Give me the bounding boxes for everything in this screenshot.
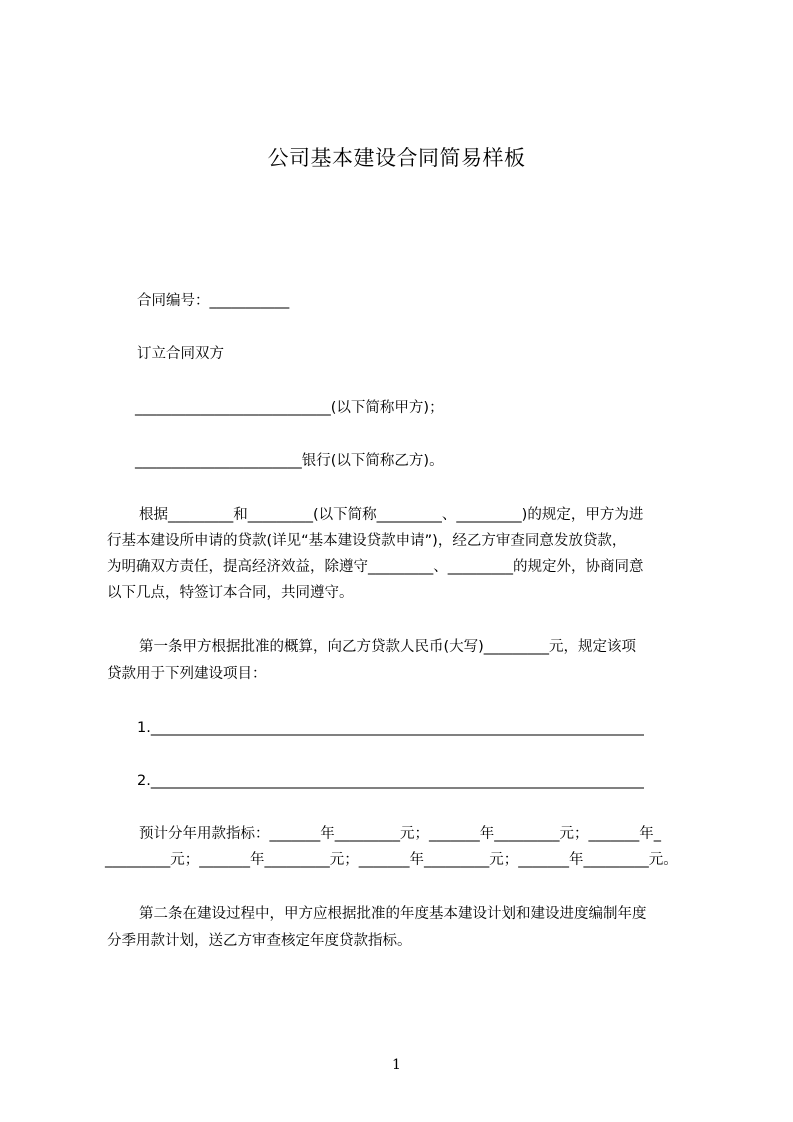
project-item-1: 1.____________________________________________________________________: [137, 720, 644, 736]
paragraph-1-line-2: 行基本建设所申请的贷款(详见“基本建设贷款申请”)，经乙方审查同意发放贷款，: [107, 533, 627, 549]
article-1-line-2: 贷款用于下列建设项目：: [107, 666, 267, 682]
parties-heading: 订立合同双方: [137, 346, 224, 362]
page-number: 1: [392, 1057, 401, 1073]
paragraph-1-line-3: 为明确双方责任，提高经济效益，除遵守_________、_________的规定外，协商同意: [107, 559, 644, 575]
party-b-line: _______________________银行(以下简称乙方)。: [135, 453, 444, 469]
project-item-2: 2.____________________________________________________________________: [137, 773, 644, 789]
paragraph-1-line-1: 根据_________和_________(以下简称_________、_________)的规定，甲方为进: [139, 507, 644, 523]
yearly-plan-line-2: _________元；_______年_________元；_______年_________元；_______年_________元。: [105, 852, 678, 868]
article-2-line-1: 第二条在建设过程中，甲方应根据批准的年度基本建设计划和建设进度编制年度: [139, 906, 647, 922]
document-title: 公司基本建设合同简易样板: [267, 146, 526, 170]
article-2-line-2: 分季用款计划，送乙方审查核定年度贷款指标。: [107, 933, 412, 949]
paragraph-1-line-4: 以下几点，特签订本合同，共同遵守。: [107, 585, 354, 601]
contract-number-line: 合同编号：___________: [137, 293, 290, 309]
article-1-line-1: 第一条甲方根据批准的概算，向乙方贷款人民币(大写)_________元，规定该项: [139, 639, 637, 655]
yearly-plan-line-1: 预计分年用款指标：_______年_________元；_______年_________元；_______年_: [139, 826, 661, 842]
party-a-line: ___________________________(以下简称甲方)；: [135, 400, 444, 416]
